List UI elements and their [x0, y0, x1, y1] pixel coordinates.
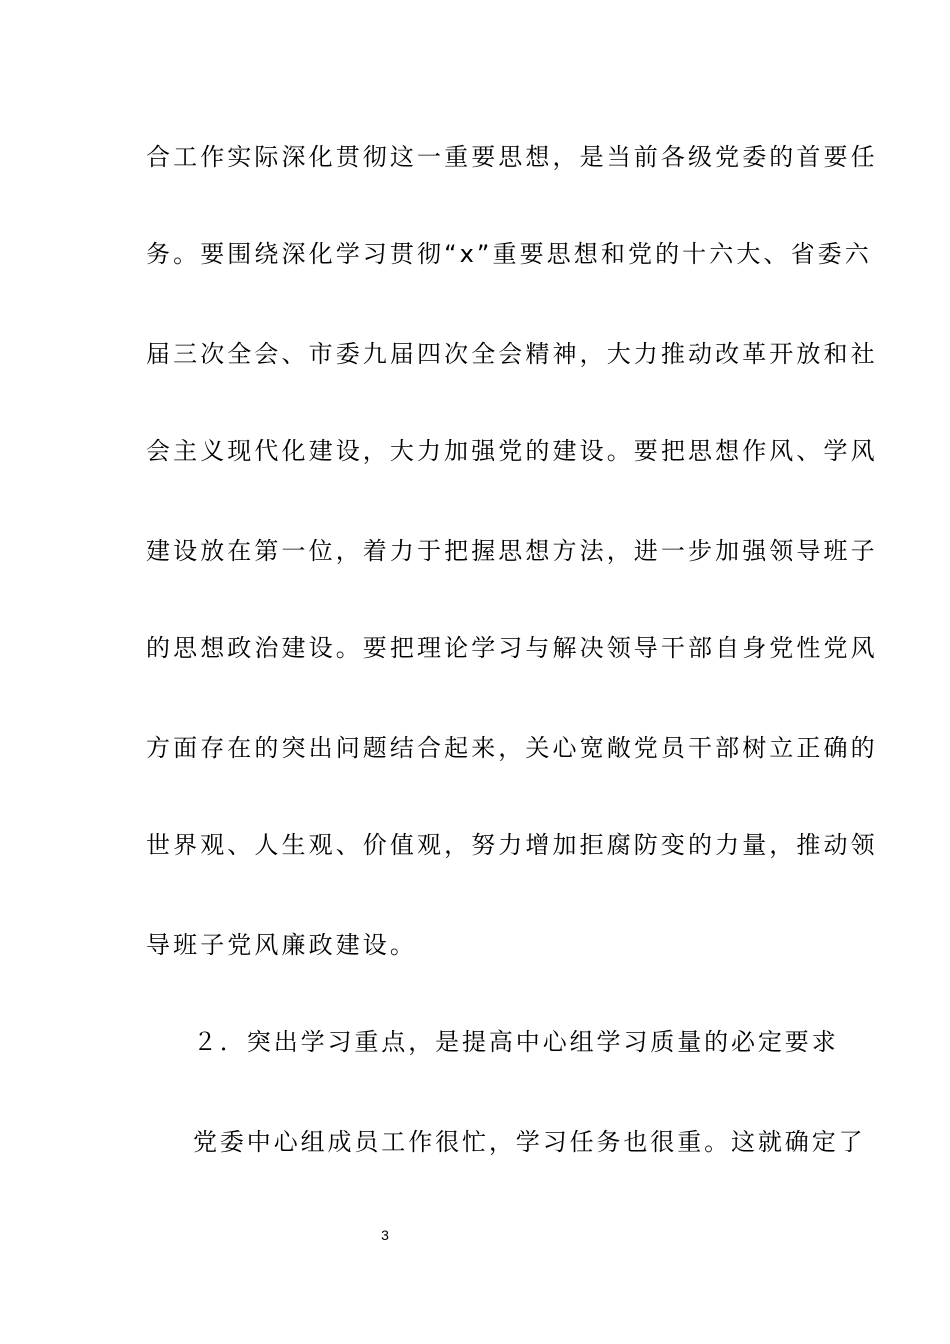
body-line-1: 合工作实际深化贯彻这一重要思想，是当前各级党委的首要任 [146, 143, 878, 171]
paragraph-first-line: 党委中心组成员工作很忙，学习任务也很重。这就确定了 [193, 1128, 866, 1156]
body-line-7: 方面存在的突出问题结合起来，关心宽敞党员干部树立正确的 [146, 734, 878, 762]
body-line-4: 会主义现代化建设，大力加强党的建设。要把思想作风、学风 [146, 437, 878, 465]
body-line-2: 务。要围绕深化学习贯彻“x”重要思想和党的十六大、省委六 [146, 240, 872, 268]
body-line-9: 导班子党风廉政建设。 [146, 931, 417, 959]
body-line-8: 世界观、人生观、价值观，努力增加拒腐防变的力量，推动领 [146, 831, 878, 859]
body-line-3: 届三次全会、市委九届四次全会精神，大力推动改革开放和社 [146, 340, 878, 368]
page-number: 3 [381, 1227, 389, 1243]
body-line-6: 的思想政治建设。要把理论学习与解决领导干部自身党性党风 [146, 634, 878, 662]
section-heading: ２．突出学习重点，是提高中心组学习质量的必定要求 [193, 1028, 839, 1056]
body-line-5: 建设放在第一位，着力于把握思想方法，进一步加强领导班子 [146, 537, 878, 565]
